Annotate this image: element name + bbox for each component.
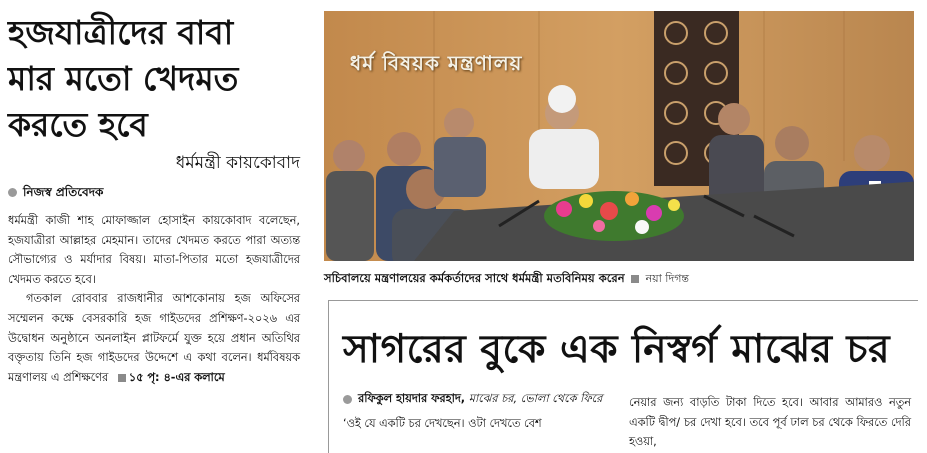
photo-credit: নয়া দিগন্ত: [645, 272, 690, 285]
paragraph-2-text: গতকাল রোববার রাজধানীর আশকোনায় হজ অফিসের সম্মেলন কক্ষে বেসরকারি হজ গাইডদের প্রশিক্ষণ-২০২৬ এর উদ্বোধন অনুষ্ঠানে অনলাইন প্লাটফর্মে যুক্ত হয়ে প্রধান অতিথির বক্তৃতায় তিনি হজ গাইডদের উদ্দেশে এ কথা বলেন। ধর্মবিষয়ক মন্ত্রণালয় এ প্রশিক্ষণের: [8, 292, 300, 384]
caption-text: সচিবালয়ে মন্ত্রণালয়ের কর্মকর্তাদের সাথে ধর্মমন্ত্রী মতবিনিময় করেন: [324, 271, 625, 285]
bullet-icon: [343, 395, 352, 404]
article-right-lead: [343, 389, 615, 433]
paragraph-2: [8, 289, 300, 387]
headline-right: সাগরের বুকে এক নিস্বর্গ মাঝের চর: [343, 326, 891, 372]
article-body: [8, 211, 300, 387]
headline-line-3: করতে হবে: [8, 105, 148, 144]
lead-text: ‘ওই যে একটি চর দেখছেন। ওটা দেখতে বেশ: [343, 417, 542, 430]
author: রফিকুল হায়দার ফরহাদ,: [358, 392, 466, 405]
paragraph-1: ধর্মমন্ত্রী কাজী শাহ মোফাজ্জাল হোসাইন কায়কোবাদ বলেছেন, হজযাত্রীরা আল্লাহর মেহমান। তাদের খেদমত করতে পারা অত্যন্ত সৌভাগ্যের ও মর্যাদার বিষয়। মাতা-পিতার মতো হজযাত্রীদের খেদমত করতে হবে।: [8, 214, 300, 286]
author-line: [343, 389, 615, 408]
headline-line-1: হজযাত্রীদের বাবা: [8, 13, 234, 52]
right-article: [328, 300, 918, 453]
dateline: মাঝের চর, ভোলা থেকে ফিরে: [468, 392, 603, 405]
bullet-icon: [8, 188, 17, 197]
square-bullet-icon: [118, 374, 126, 382]
left-article: [8, 10, 300, 450]
news-photo: [324, 11, 914, 261]
article-right-column: নেয়ার জন্য বাড়তি টাকা দিতে হবে। আবার আমারও নতুন একটি দ্বীপ/ চর দেখা হবে। তবে পূর্ব ঢাল চর থেকে ফিরতে দেরি হওয়া,: [629, 396, 911, 448]
continuation-link[interactable]: ১৫ পৃ: ৪-এর কলামে: [128, 370, 225, 384]
photo-caption: [324, 270, 914, 289]
headline-left: [8, 10, 300, 148]
byline: [8, 184, 300, 204]
headline-line-2: মার মতো খেদমত: [8, 59, 239, 98]
ministry-sign: ধর্ম বিষয়ক মন্ত্রণালয়: [350, 51, 523, 75]
byline-text: নিজস্ব প্রতিবেদক: [23, 185, 104, 199]
subhead: ধর্মমন্ত্রী কায়কোবাদ: [175, 153, 300, 173]
square-bullet-icon: [631, 275, 639, 283]
